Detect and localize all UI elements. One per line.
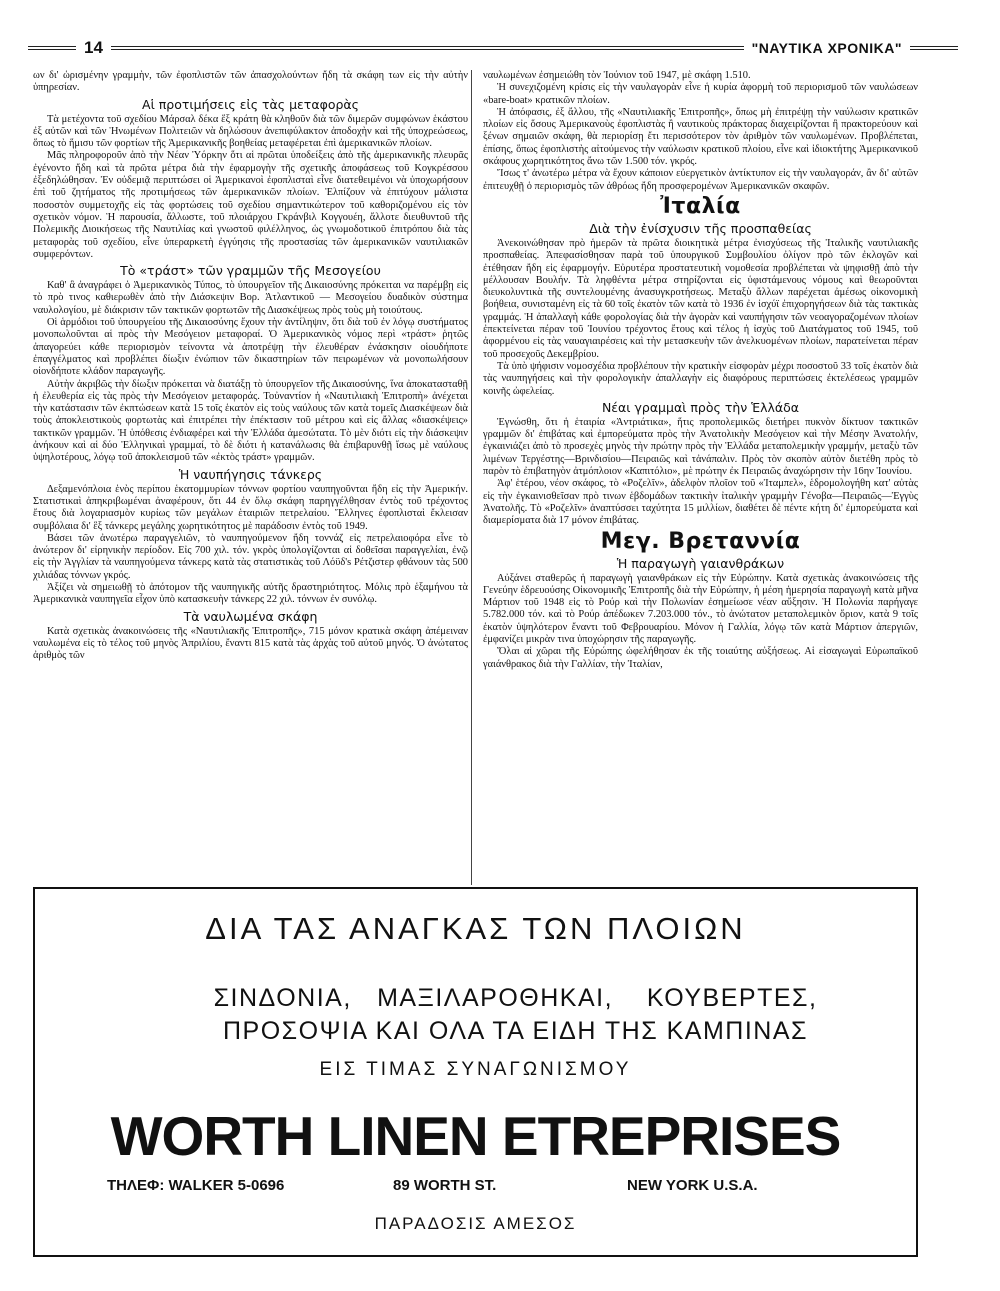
paragraph: Ἡ ἀπόφασις, ἐξ ἄλλου, τῆς «Ναυτιλιακῆς Ἐπιτροπῆς», ὅπως μὴ ἐπιτρέψῃ τὴν ναύλωσιν κρατικῶν πλοίων εἰς ὅσους Ἀμερικανοὺς ἐφοπλιστὰς ἢ ναυτικοὺς πράκτορας διαχειρίζονται ἢ πρακτορεύουν καὶ ξένων σημαιῶν σκάφη, θὰ περιορίσῃ ἔτι περισσότερον τὸν ἀριθμὸν τῶν ναυλωμένων. Προβλέπεται, ἐπίσης, ὅπως ἐφοπλιστὴς αἰτούμενος τὴν ναύλωσιν κρατικοῦ πλοίου, εἶνε καὶ ἰδιοκτήτης Ἀμερικανικοῦ σκάφους χωρητικότητος ἄνω τῶν 1.500 τόν. γκρός. bbox=[483, 106, 918, 168]
paragraph: ων δι' ὡρισμένην γραμμὴν, τῶν ἐφοπλιστῶν τῶν ἀπασχολούντων ἤδη τὰ σκάφη των εἰς τὴν αὐτὴν ὑπηρεσίαν. bbox=[33, 70, 468, 94]
paragraph: ναυλωμένων ἐσημειώθη τὸν Ἰούνιον τοῦ 1947, μὲ σκάφη 1.510. bbox=[483, 70, 751, 81]
section-heading: Ἡ παραγωγὴ γαιανθράκων bbox=[616, 555, 785, 571]
paragraph: Τὰ μετέχοντα τοῦ σχεδίου Μάρσαλ δέκα ἕξ κράτη θὰ κληθοῦν διὰ τῶν διμερῶν συμφώνων ἑκάστου ἐξ αὐτῶν καὶ τῶν Ἡνωμένων Πολιτειῶν νὰ δηλώσουν ἀνεπιφύλακτον ἀποδοχὴν καὶ τῆς ὑποχρεώσεως, ὅπως τὸ ἥμισυ τῶν φορτίων τῆς Ἀμερικανικῆς βοηθείας μεταφέρεται ἐπὶ ἀμερικανικῶν πλοίων. bbox=[33, 113, 468, 150]
section-heading: Τὰ ναυλωμένα σκάφη bbox=[183, 608, 318, 624]
journal-title: "ΝΑΥΤΙΚΑ ΧΡΟΝΙΚΑ" bbox=[751, 40, 902, 56]
ad-products-line-2: ΠΡΟΣΟΨΙΑ ΚΑΙ ΟΛΑ ΤΑ ΕΙΔΗ ΤΗΣ ΚΑΜΠΙΝΑΣ bbox=[223, 1017, 808, 1045]
paragraph: Ὅλαι αἱ χῶραι τῆς Εὐρώπης ὠφελήθησαν ἐκ τῆς τοιαύτης αὐξήσεως. Αἱ εἰσαγωγαὶ Εὐρωπαϊκοῦ γαιάνθρακος διὰ τὴν Γαλλίαν, τὴν Ἰταλίαν, bbox=[483, 646, 918, 670]
paragraph: Ἀξίζει νὰ σημειωθῇ τὸ ἀπότομον τῆς ναυπηγικῆς αὐτῆς δραστηριότητος. Μόλις πρὸ ἑξαμήνου τὰ Ἀμερικανικὰ ναυπηγεῖα εἶχον ὑπὸ κατασκευὴν τάνκερς 22 χιλ. τόννων ἐν συνόλῳ. bbox=[33, 581, 468, 606]
ad-company-name: WORTH LINEN ETREPRISES bbox=[110, 1105, 841, 1167]
ad-delivery-line: ΠΑΡΑΔΟΣΙΣ ΑΜΕΣΟΣ bbox=[374, 1214, 577, 1233]
paragraph: Βάσει τῶν ἀνωτέρω παραγγελιῶν, τὸ ναυπηγούμενον ἤδη τοννάζ εἰς πετρελαιοφόρα εἶνε τὸ ἀνώτερον δι' εἰρηνικὴν περίοδον. Εἰς 700 χιλ. τόν. γκρὸς ὑπολογίζονται αἱ δοθεῖσαι παραγγελίαι, ἐνῷ εἰς τὴν Ἀγγλίαν τὰ ναυπηγούμενα τάνκερς κατὰ τὰς στατιστικὰς τοῦ Λόϋδ's Ρέτζιστερ φθάνουν τὰς 500 χιλιάδας τόννων γκρός. bbox=[33, 532, 468, 581]
header-rule-right bbox=[910, 46, 958, 50]
ad-prices-line: ΕΙΣ ΤΙΜΑΣ ΣΥΝΑΓΩΝΙΣΜΟΥ bbox=[319, 1059, 632, 1080]
paragraph: Τὰ ὑπὸ ψήφισιν νομοσχέδια προβλέπουν τὴν κρατικὴν εἰσφορὰν μέχρι ποσοστοῦ 33 τοῖς ἑκατὸν διὰ τὰς ναυπηγήσεις καὶ τὴν φορολογικὴν ἀπαλλαγὴν εἰς διαφόρους περιπτώσεις ἐκτελέσεως γραμμῶν κοινῆς ὠφελείας. bbox=[483, 360, 918, 397]
country-heading: Ἰταλία bbox=[660, 193, 741, 219]
paragraph: Ἴσως τ' ἀνωτέρω μέτρα νὰ ἔχουν κάποιον εὐεργετικὸν ἀντίκτυπον εἰς τὴν ναυλαγοράν, ἂν δι' αὐτῶν ἐπιτευχθῇ ὁ περιορισμὸς τῶν ἀθρόως ἤδη προσφερομένων Ἀμερικανικῶν σκαφῶν. bbox=[483, 168, 918, 192]
section-heading: Τὸ «τράστ» τῶν γραμμῶν τῆς Μεσογείου bbox=[120, 263, 381, 279]
ad-contact-row bbox=[35, 1177, 916, 1201]
paragraph: Αὐτὴν ἀκριβῶς τὴν δίωξιν πρόκειται νὰ διατάξῃ τὸ ὑπουργεῖον τῆς Δικαιοσύνης, ἵνα ἀποκατασταθῇ ἡ ἐλευθερία εἰς τὰς πρὸς τὴν Μεσόγειον μεταφοράς. Τοὐναντίον ἡ «Ναυτιλιακὴ Ἐπιτροπὴ» ἀνέχεται τὴν κατάστασιν τῶν ἐκπτώσεων κατὰ 15 τοῖς ἑκατὸν εἰς τοὺς ναύλους τῶν κατὰ τομεῖς Διασκέψεων διὰ τοὺς ἀποκλειστικοὺς φορτωτὰς καὶ ἐπιτρέπει τὴν ἐπέκτασιν τοῦ μέτρου καὶ εἰς ἄλλας «διασκέψεις» τακτικῶν γραμμῶν. Ἡ ὑπόθεσις ἐνδιαφέρει καὶ τὴν Ἑλλάδα ἀμεσώτατα. Τὸ μὲν διότι εἰς τὴν διάσκεψιν ἀνήκουν καὶ αἱ δύο Ἑλληνικαὶ γραμμαί, τὸ δὲ διότι ἡ κατανάλωσις θὰ ἐπιβαρυνθῇ ἴσως μὲ ναύλους ὑψηλοτέρους, λόγῳ τοῦ ἀποκλεισμοῦ τῶν «ἐκτὸς τράστ» γραμμῶν. bbox=[33, 378, 468, 464]
right-column bbox=[483, 70, 918, 885]
paragraph: Ἡ συνεχιζομένη κρίσις εἰς τὴν ναυλαγορὰν εἶνε ἡ κυρία ἀφορμὴ τοῦ περιορισμοῦ τῶν ναυλώσεων «bare-boat» κρατικῶν πλοίων. bbox=[483, 82, 918, 106]
paragraph: Κατὰ σχετικὰς ἀνακοινώσεις τῆς «Ναυτιλιακῆς Ἐπιτροπῆς», 715 μόνον κρατικὰ σκάφη ἀπέμειναν ναυλωμένα εἰς τὸ τέλος τοῦ μηνὸς Ἀπριλίου, ἔναντι 815 κατὰ τὰς ἀρχὰς τοῦ αὐτοῦ μηνός. Ὁ ἀνώτατος ἀριθμὸς τῶν bbox=[33, 625, 468, 662]
paragraph: Ἀφ' ἑτέρου, νέον σκάφος, τὸ «Ροζελῖν», ἀδελφὸν πλοῖον τοῦ «Ἰταμπελ», ἑδρομολογήθη κατ' αὐτὰς εἰς τὴν ἐγκαινισθεῖσαν πρὸ τινων ἑβδομάδων τακτικὴν ἰταλικὴν γραμμὴν Γένοβα—Πειραιῶς—Ἐγγὺς Ἀνατολῆς. Τὸ «Ροζελῖν» ἀναπτύσσει ταχύτητα 15 μιλλίων, διαθέτει δὲ πέντε κήτη δι' ἐμπορεύματα καὶ διαμερίσματα διὰ 17 μόνον ἐπιβάτας. bbox=[483, 478, 918, 527]
paragraph: Οἱ ἁρμόδιοι τοῦ ὑπουργείου τῆς Δικαιοσύνης ἔχουν τὴν ἀντίληψιν, ὅτι διὰ τοῦ ἐν λόγῳ συστήματος μονοπωλοῦνται αἱ πρὸς τὴν Μεσόγειον μεταφοραί. Ὁ Ἀμερικανικὸς νόμος περὶ «τράστ» ῥητῶς ἀπαγορεύει κάθε περιορισμὸν τείνοντα νὰ ἀποτρέψῃ τὴν ἐλευθέραν ἐνάσκησιν οἱουδήποτε ἐπαγγέλματος καὶ προβλέπει δίωξιν ἐνώπιον τῶν δικαστηρίων τῶν πειρωμένων νὰ μονοπωλήσουν οἱονδήποτε κλάδον παραγωγῆς. bbox=[33, 317, 468, 378]
paragraph: Ἐγνώσθη, ὅτι ἡ ἑταιρία «Ἀντριάτικα», ἥτις προπολεμικῶς διετήρει πυκνὸν δίκτυον τακτικῶν γραμμῶν δι' ἐπιβάτας καὶ ἐμπορεύματα πρὸς τὴν Ἀνατολικὴν Μεσόγειον καὶ τὴν Μέσην Ἀνατολήν, ἐγκαινιάζει ἀπὸ τὸ προσεχὲς μηνὸς τὴν πρώτην πρὸς τὴν Ἑλλάδα μεταπολεμικὴν γραμμήν, μεταξὺ τῶν λιμένων Τεργέστης—Βρινδισίου—Πειραιῶς καὶ τἀνάπαλιν. Πρὸς τὸν σκοπὸν αὐτὸν διετέθη πρὸς τὸ παρὸν τὸ ἐπιβατηγὸν ἀτμόπλοιον «Καπιτόλιο», μὲ πρώτην ἐκ Πειραιῶς ἀναχώρησιν τὴν 16ην Ἰουνίου. bbox=[483, 416, 918, 478]
left-column bbox=[33, 70, 468, 885]
column-divider bbox=[471, 70, 472, 885]
paragraph: Δεξαμενόπλοια ἑνὸς περίπου ἑκατομμυρίων τόννων φορτίου ναυπηγοῦνται ἤδη εἰς τὴν Ἀμερικήν. Στατιστικαὶ ἀπηκριβωμέναι ἀναφέρουν, ὅτι 44 ἐν ὅλῳ σκάφη παρηγγέλθησαν ἐντὸς τοῦ τρέχοντος ἔτους διὰ λογαριασμὸν κυρίως τῶν μεγάλων ἑταιριῶν πετρελαίου. Ἕλληνες ἐφοπλισταὶ ἔκλεισαν συμβόλαια δι' ἓξ τάνκερς μεγάλης χωρητικότητος μὲ παράδοσιν ἐντὸς τοῦ 1949. bbox=[33, 483, 468, 532]
paragraph: Αὐξάνει σταθερῶς ἡ παραγωγὴ γαιανθράκων εἰς τὴν Εὐρώπην. Κατὰ σχετικὰς ἀνακοινώσεις τῆς Γενεύην ἑδρευούσης Οἰκονομικῆς Ἐπιτροπῆς διὰ τὴν Εὐρώπην, ἡ μέση ἡμερησία παραγωγὴ κατὰ μῆνα Μάρτιον τοῦ 1948 εἰς τὸ Ρούρ καὶ τὴν Πολωνίαν ἐσημείωσε νέαν αὔξησιν. Ἡ Πολωνία παρήγαγε 5.782.000 τόν. καὶ τὸ Ρούρ ἀπέδωκεν 7.203.000 τόν., τὸ ἀνώτατον μεταπολεμικὸν ὅριον, κατὰ 9 τοῖς ἑκατὸν ὑψηλότερον ἔναντι τοῦ Φεβρουαρίου. Μόνον ἡ Γαλλία, λόγῳ τῶν κατὰ Μάρτιον ἀπεργιῶν, ἐμφανίζει μικρὰν τινα ὑποχώρησιν τῆς παραγωγῆς. bbox=[483, 572, 918, 645]
paragraph: Μᾶς πληροφοροῦν ἀπὸ τὴν Νέαν Ὑόρκην ὅτι αἱ πρῶται ὑποδείξεις ἀπὸ τῆς ἀμερικανικῆς πλευρᾶς ἐγένοντο ἤδη καὶ τὰ πρῶτα μέτρα διὰ τὴν ἐφαρμογὴν τῆς σχετικῆς ἀποφάσεως τοῦ Κογκρέσσου ἐξεδηλώθησαν. Ἐν οὐδεμιᾷ περιπτώσει οἱ Ἀμερικανοὶ ἐφοπλισταὶ εἶνε διατεθειμένοι νὰ ὑποχωρήσουν ἐπὶ τοῦ ζητήματος τῆς προτιμήσεως τῶν ἀμερικανικῶν πλοίων. Ἐλπίζουν νὰ ἐπιτύχουν μάλιστα ποσοστὸν συμμετοχῆς εἰς τὰς φορτώσεις τοῦ σχεδίου σημαντικώτερον τοῦ καθοριζομένου εἰς τὸν σχετικὸν νόμον. Ἡ παρουσία, ἄλλωστε, τοῦ πλοιάρχου Γκράνβιλ Κογγουέη, ἄλλοτε διευθυντοῦ τῆς Πολεμικῆς Διοικήσεως τῆς Ναυτιλίας καὶ γνωστοῦ φιλέλληνος, ὡς γνωμοδοτικοῦ ἐπιτρόπου διὰ τὰς μεταφορὰς τοῦ σχεδίου, εἶνε ὑπεραρκετὴ ἐγγύησις τῆς προστασίας τῶν ἀμερικανικῶν ναυτιλιακῶν συμφερόντων. bbox=[33, 150, 468, 260]
page-header bbox=[28, 38, 958, 58]
ad-city: NEW YORK U.S.A. bbox=[627, 1177, 758, 1194]
ad-phone: ΤΗΛΕΦ: WALKER 5-0696 bbox=[107, 1177, 285, 1194]
paragraph: Καθ' ἃ ἀναγράφει ὁ Ἀμερικανικὸς Τύπος, τὸ ὑπουργεῖον τῆς Δικαιοσύνης πρόκειται να παρέμβῃ εἰς τὸ πρὸ τινος καθιερωθὲν ἀπὸ τὴν Διάσκεψιν Βορ. Ἀτλαντικοῦ — Μεσογείου δυαδικὸν σύστημα ναυλολογίου, μὲ διάκρισιν τῶν τακτικῶν φορτωτῶν τῆς Διασκέψεως πρὸς τοὺς μὴ τοιούτους. bbox=[33, 280, 468, 316]
header-rule-middle bbox=[111, 46, 744, 50]
ad-products-line-1: ΣΙΝΔΟΝΙΑ, ΜΑΞΙΛΑΡΟΘΗΚΑΙ, ΚΟΥΒΕΡΤΕΣ, bbox=[213, 984, 818, 1012]
section-heading: Αἱ προτιμήσεις εἰς τὰς μεταφορὰς bbox=[142, 96, 359, 112]
paragraph: Ἀνεκοινώθησαν πρὸ ἡμερῶν τὰ πρῶτα διοικητικὰ μέτρα ἐνισχύσεως τῆς Ἰταλικῆς ναυτιλιακῆς προσπαθείας. Ἀπεφασίσθησαν παρὰ τοῦ ὑπουργικοῦ Συμβουλίου ὀλίγον πρὸ τῶν ἐκλογῶν καὶ ἐτέθησαν ἤδη εἰς ἐφαρμογήν. Εὐρυτέρα προστατευτικὴ νομοθεσία προβλέπεται νὰ ψηφισθῇ ἀπὸ τὴν μέλλουσαν Βουλήν. Τὰ ληφθέντα μέτρα στηρίζονται εἰς ὑφιστάμενους νόμους καὶ θεωροῦνται διευκολυντικὰ τῆς συντελουμένης ἀνασυγκροτήσεως. Μεταξὺ ἄλλων παρέχεται ἀμέσως οἰκονομικὴ βοήθεια, συνισταμένη εἰς τὰ 60 τοῖς ἑκατὸν τῶν κατὰ τὸ 1936 ἐν ἰσχύϊ ἐπιχορηγήσεων διὰ τὰς τακτικὰς γραμμάς. Ἡ ἀπαλλαγὴ κάθε φορολογίας διὰ τὴν ἀγορὰν καὶ ναυπήγησιν τῶν νεοαγοραζομένων πλοίων ἐπεκτείνεται πέραν τοῦ Ἰουνίου τρέχοντος ἔτους καὶ τέλος ἡ ἰσχὺς τοῦ Διατάγματος τοῦ 1945, τοῦ ἀφορμένου εἰς τὰς ναυαγιαιρέσεις καὶ τὴν μετασκευὴν τῶν ἀνελκυομένων πλοίων, παρατείνεται πέραν τοῦ προσεχοῦς Δεκεμβρίου. bbox=[483, 237, 918, 360]
ad-address: 89 WORTH ST. bbox=[393, 1177, 497, 1194]
ad-headline: ΔΙΑ ΤΑΣ ΑΝΑΓΚΑΣ ΤΩΝ ΠΛΟΙΩΝ bbox=[205, 911, 746, 946]
advertisement-box bbox=[33, 887, 918, 1257]
section-heading: Νέαι γραμμαὶ πρὸς τὴν Ἑλλάδα bbox=[601, 399, 800, 415]
section-heading: Διὰ τὴν ἐνίσχυσιν τῆς προσπαθείας bbox=[589, 220, 812, 236]
country-heading: Μεγ. Βρεταννία bbox=[600, 528, 801, 554]
header-rule-left bbox=[28, 46, 76, 50]
page-number: 14 bbox=[84, 38, 103, 57]
section-heading: Ἡ ναυπήγησις τάνκερς bbox=[178, 466, 323, 482]
